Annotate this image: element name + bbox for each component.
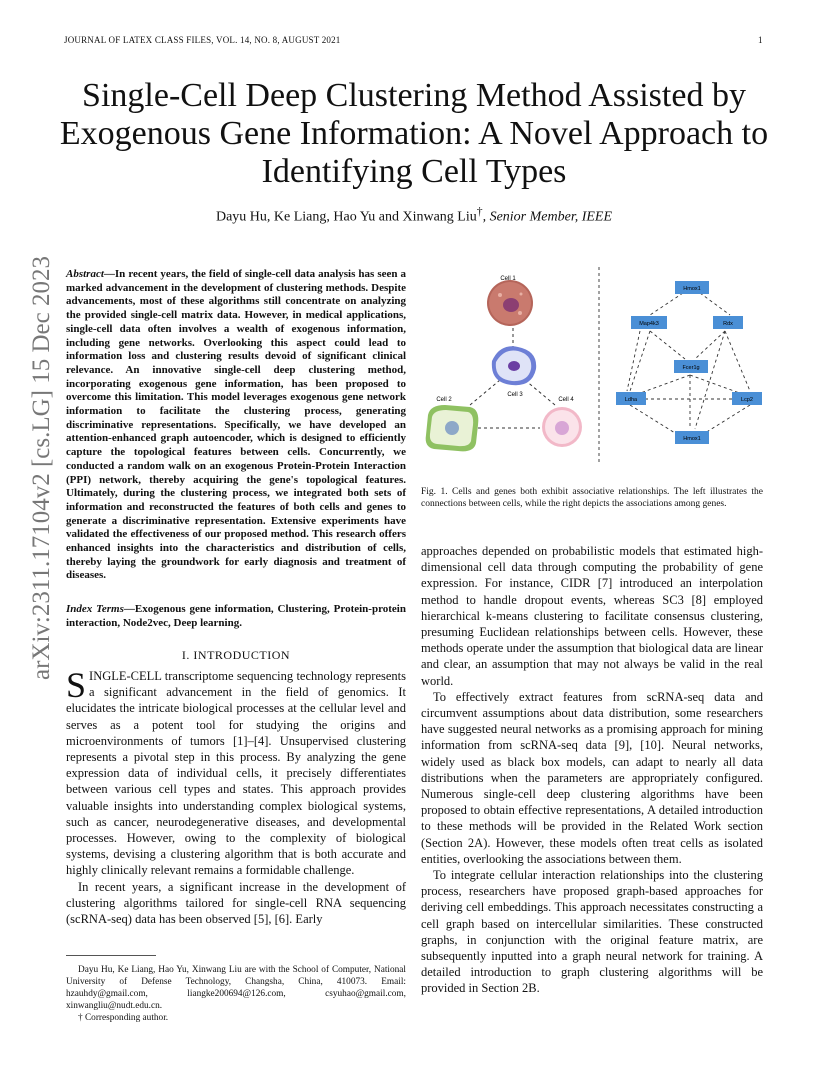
section-heading: I. INTRODUCTION [181, 648, 291, 662]
arxiv-stamp-text: arXiv:2311.17104v2 [cs.LG] 15 Dec 2023 [28, 256, 55, 680]
index-terms [66, 603, 406, 630]
svg-text:Lcp2: Lcp2 [741, 397, 753, 403]
intro-paragraph-2: In recent years, a significant increase in the development of clustering algorithms tailored for single-cell RNA sequencing (scRNA-seq) data has been observed [5], [6]. Early [66, 879, 406, 927]
footnote-corresponding: † Corresponding author. [78, 1013, 169, 1023]
footnote [66, 964, 406, 1024]
svg-text:Hmox1: Hmox1 [683, 286, 701, 292]
intro-section [66, 665, 406, 927]
drop-cap: S [66, 665, 87, 705]
figure-caption: Fig. 1. Cells and genes both exhibit associative relationships. The left illustrates the connections between cells, while the right depicts the associations among genes. [421, 487, 763, 510]
cell-2-icon [426, 405, 479, 451]
journal-header: JOURNAL OF LATEX CLASS FILES, VOL. 14, NO. 8, AUGUST 2021 [64, 35, 341, 45]
cell-4-icon [542, 407, 582, 447]
right-paragraph-1: approaches depended on probabilistic models that estimated high-dimensional cell data through computing the probability of gene expression. For instance, CIDR [7] introduced an interpolation method to handle dropout events, whereas SC3 [8] employed hierarchical k-means clustering to facilitate consensus clustering, presuming Euclidean relationships between cells. However, these methods operate under the assumption that biological data are linear and clear, an assumption that may not always be valid in the real world. [421, 544, 763, 688]
gene-node-hmox1-top [675, 281, 709, 294]
gene-node-fcer1g [674, 360, 708, 373]
cell-label-4: Cell 4 [558, 397, 574, 403]
index-terms-label: Index Terms [66, 603, 124, 615]
intro-paragraph-1-text: INGLE-CELL transcriptome sequencing technology represents a significant advancement in the field of genomics. It elucidates the intricate biological processes at the cellular level and serves as a potent tool for studying the origins and microenvironments of tumors [1]–[4]. Unsupervised clustering represents a pivotal step in this process. By analyzing the gene expression data of individual cells, it precisely differentiates between various cell types and states. This approach provides valuable insights into understanding complex biological systems, such as cancer, neurodegenerative diseases, and developmental processes. However, owing to the complexity of biological systems, devising a clustering algorithm that is both accurate and highly clinically relevant remains a formidable challenge. [66, 669, 406, 878]
svg-text:Hmox1: Hmox1 [683, 436, 701, 442]
right-paragraph-2: To effectively extract features from scRNA-seq data and circumvent assumptions about data distribution, some researchers have suggested neural networks as a promising approach for mining information from scRNA-seq data [9], [10]. Neural networks, widely used as black box models, can adapt to nearly all data distributions when the parameters are appropriately configured. Numerous single-cell deep clustering algorithms have been proposed to obtain effective representations, A detailed introduction to these methods will be provided in the Related Work section (Section 2A). However, these models often treat cells as isolated entities, overlooking the associations between them. [421, 689, 763, 866]
index-terms-text: —Exogenous gene information, Clustering, Protein-protein interaction, Node2vec, Deep learning. [66, 603, 406, 629]
cell-1-icon [487, 280, 533, 326]
author-names: Dayu Hu, Ke Liang, Hao Yu and Xinwang Liu [215, 209, 477, 225]
paper-title: Single-Cell Deep Clustering Method Assisted by Exogenous Gene Information: A Novel Approach to Identifying Cell Types [59, 77, 769, 190]
right-column-text [421, 543, 763, 997]
svg-text:Map4k3: Map4k3 [639, 321, 659, 327]
gene-node-map4k3 [631, 316, 667, 329]
gene-node-lcp2 [732, 392, 762, 405]
cell-network [426, 276, 582, 451]
cell-label-1: Cell 1 [500, 276, 516, 282]
right-paragraph-3: To integrate cellular interaction relationships into the clustering process, researchers have proposed graph-based approaches for deriving cell embeddings. This approach necessitates constructing a cell graph based on intercellular similarities. These constructed graphs, in conjunction with the original feature matrix, are subsequently inputted into a graph neural network for training. A detailed introduction to graph clustering algorithms will be provided in Section 2B. [421, 868, 763, 996]
cell-label-3: Cell 3 [507, 392, 523, 398]
svg-text:Fcer1g: Fcer1g [682, 365, 700, 371]
intro-paragraph-1 [66, 665, 406, 879]
author-line [64, 205, 764, 226]
gene-node-rdx [713, 316, 743, 329]
gene-node-ldha [616, 392, 646, 405]
svg-text:Ldha: Ldha [624, 397, 638, 403]
dagger-mark: † [476, 205, 483, 218]
abstract-text: —In recent years, the field of single-cell data analysis has seen a marked advancement in the development of clustering methods. Despite advancements, most of these algorithms still concentrate on analyzing the provided single-cell matrix data. However, in medical applications, single-cell data often involves a wealth of exogenous information, including gene networks. Overlooking this aspect could lead to information loss and clustering results devoid of significant clinical relevance. An innovative single-cell deep clustering method, incorporating exogenous gene information, has been proposed to overcome this limitation. This model leverages exogenous gene network information to facilitate the clustering process, generating discriminative representations. Specifically, we have developed an attention-enhanced graph autoencoder, which is designed to efficiently capture the topological features between cells. Concurrently, we conducted a random walk on an exogenous Protein-Protein Interaction (PPI) network, thereby acquiring the gene's topological features. Ultimately, during the clustering process, we integrated both sets of information and reconstructed the features of both cells and genes to generate a discriminative representation. Extensive experiments have validated the effectiveness of our proposed method. This research offers enhanced insights into the characteristics and distribution of cells, thereby laying the groundwork for early diagnosis and treatment of diseases. [66, 268, 406, 582]
abstract-label: Abstract [66, 268, 104, 280]
cell-3-icon [492, 346, 536, 385]
footnote-affiliation: Dayu Hu, Ke Liang, Hao Yu, Xinwang Liu are with the School of Computer, National University of Defense Technology, Changsha, China, 410073. Email: hzauhdy@gmail.com, liangke200694@126.com, csyuhao@gmail.com, xinwangliu@nudt.edu.cn. [66, 965, 406, 1011]
gene-node-hmox1-bottom [675, 431, 709, 444]
arxiv-stamp [8, 256, 55, 680]
cell-label-2: Cell 2 [436, 397, 452, 403]
abstract [66, 268, 406, 583]
figure-1 [420, 265, 765, 475]
footnote-rule [66, 955, 156, 956]
page-number: 1 [758, 35, 763, 45]
author-role: , Senior Member, IEEE [482, 209, 613, 225]
svg-text:Rdx: Rdx [723, 321, 733, 327]
